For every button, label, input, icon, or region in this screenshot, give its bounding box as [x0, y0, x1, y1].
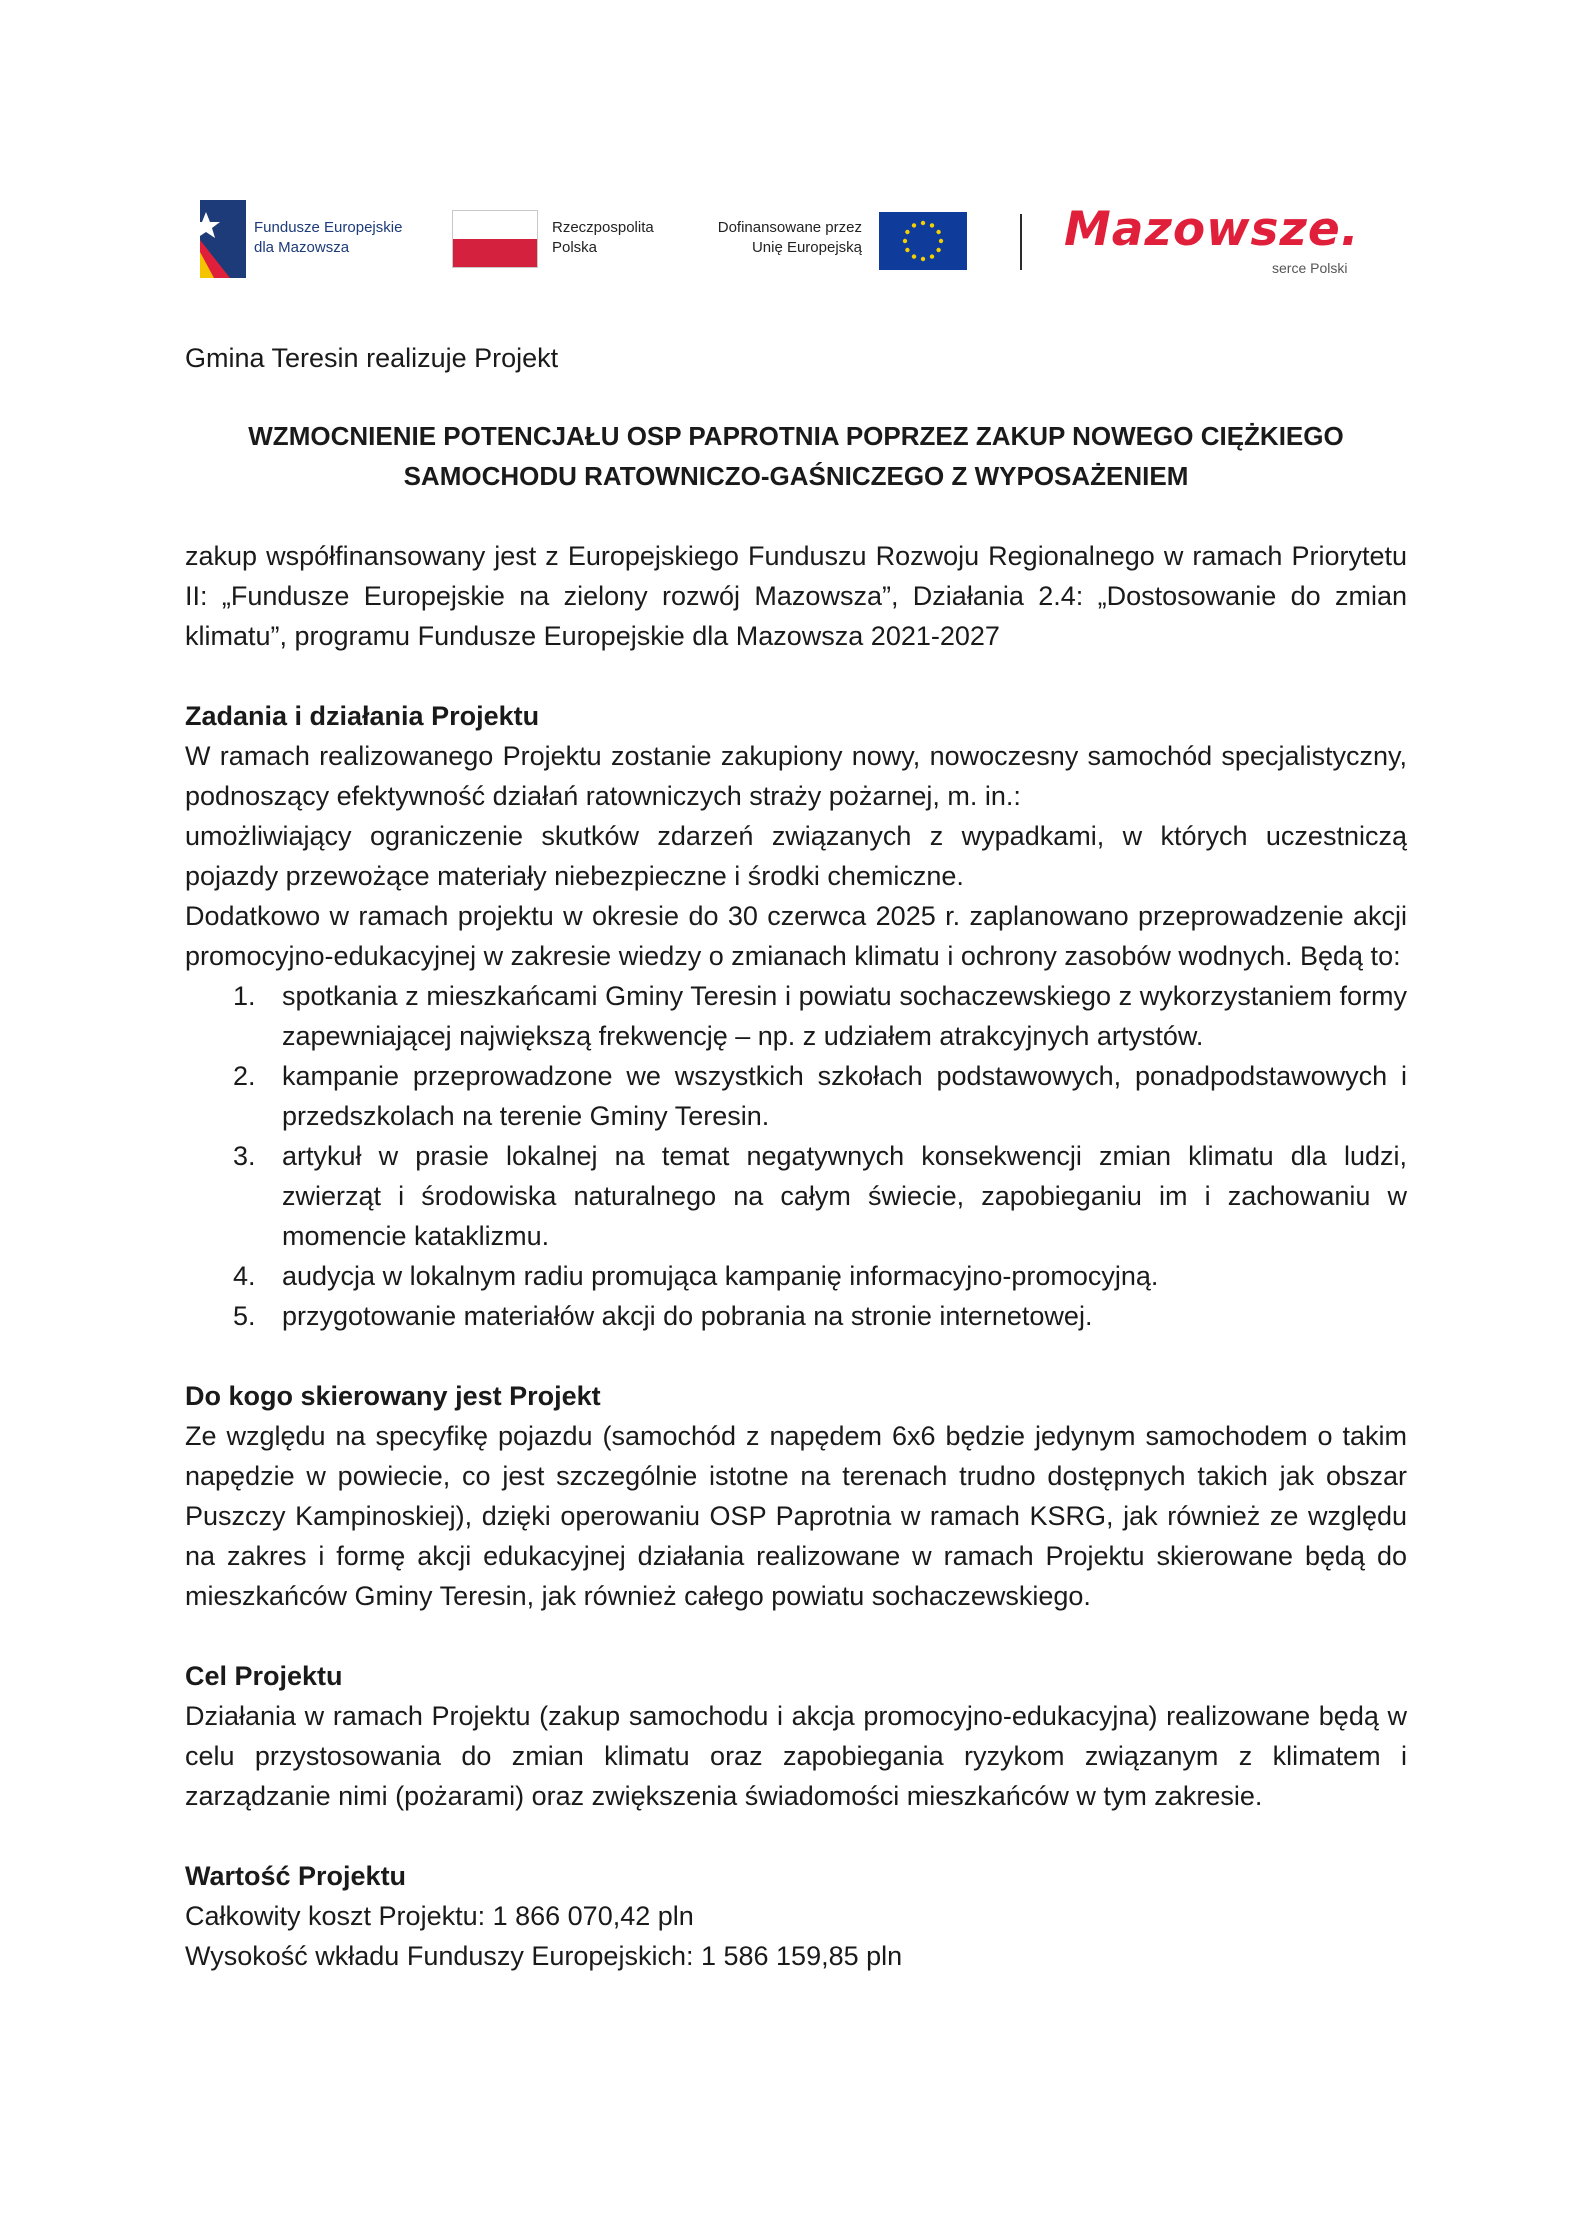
eu-star [903, 239, 907, 243]
fundusze-europejskie-text: Fundusze Europejskie dla Mazowsza [254, 219, 403, 256]
project-title [185, 416, 1407, 496]
tasks-paragraph-1: W ramach realizowanego Projektu zostanie zakupiony nowy, nowoczesny samochód specjalistyczny, podnoszący efektywność działań ratowniczych straży pożarnej, m. in.: [185, 741, 1407, 811]
eu-star [936, 248, 940, 252]
poland-flag [452, 210, 538, 268]
tasks-paragraph-3: Dodatkowo w ramach projektu w okresie do 30 czerwca 2025 r. zaplanowano przeprowadzenie akcji promocyjno-edukacyjnej w zakresie wiedzy o zmianach klimatu i ochrony zasobów wodnych. Będą to: [185, 901, 1407, 971]
funding-paragraph: zakup współfinansowany jest z Europejskiego Funduszu Rozwoju Regionalnego w ramach Priorytetu II: „Fundusze Europejskie na zielony rozwój Mazowsza”, Działania 2.4: „Dostosowanie do zmian klimatu”, programu Fundusze Europejskie dla Mazowsza 2021-2027 [185, 541, 1407, 651]
eu-contribution: Wysokość wkładu Funduszy Europejskich: 1 586 159,85 pln [185, 1941, 903, 1971]
mazowsze-logo: Mazowsze. [1064, 202, 1360, 257]
target-paragraph: Ze względu na specyfikę pojazdu (samochód z napędem 6x6 będzie jedynym samochodem o takim napędzie w powiecie, co jest szczególnie istotne na terenach trudno dostępnych takich jak obszar Puszczy Kampinoskiej), dzięki operowaniu OSP Paprotnia w ramach KSRG, jak również ze względu na zakres i formę akcji edukacyjnej działania realizowane w ramach Projektu skierowane będą do mieszkańców Gminy Teresin, jak również całego powiatu sochaczewskiego. [185, 1421, 1407, 1611]
list-item: 1. spotkania z mieszkańcami Gminy Teresin i powiatu sochaczewskiego z wykorzystaniem formy zapewniającej największą frekwencję – np. z udziałem atrakcyjnych artystów. [233, 981, 1407, 1051]
list-item: 2. kampanie przeprowadzone we wszystkich szkołach podstawowych, ponadpodstawowych i przedszkolach na terenie Gminy Teresin. [233, 1061, 1407, 1131]
eu-star [939, 239, 943, 243]
eu-star [921, 221, 925, 225]
rzeczpospolita-text: Rzeczpospolita Polska [552, 219, 654, 256]
eu-star [921, 257, 925, 261]
eu-star [912, 223, 916, 227]
project-title-line-2: SAMOCHODU RATOWNICZO-GAŚNICZEGO Z WYPOSAŻENIEM [403, 461, 1189, 491]
list-item: 3. artykuł w prasie lokalnej na temat negatywnych konsekwencji zmian klimatu dla ludzi, zwierząt i środowiska naturalnego na całym świecie, zapobieganiu im i zachowaniu w momencie kataklizmu. [233, 1141, 1407, 1251]
logo-bar [182, 182, 1404, 292]
list-item: 4. audycja w lokalnym radiu promująca kampanię informacyjno-promocyjną. [233, 1261, 1159, 1291]
fundusze-europejskie-logo [200, 200, 246, 278]
tasks-paragraph-2: umożliwiający ograniczenie skutków zdarzeń związanych z wypadkami, w których uczestniczą pojazdy przewożące materiały niebezpieczne i środki chemiczne. [185, 821, 1407, 891]
document-body [185, 338, 1407, 1976]
target-heading: Do kogo skierowany jest Projekt [185, 1381, 601, 1411]
eu-star [930, 223, 934, 227]
eu-star [912, 254, 916, 258]
eu-cofinanced-text: Dofinansowane przez Unię Europejską [717, 219, 862, 256]
eu-star [930, 254, 934, 258]
goal-heading: Cel Projektu [185, 1661, 343, 1691]
value-heading: Wartość Projektu [185, 1861, 407, 1891]
tasks-section [185, 696, 1407, 1336]
logo-divider [1020, 214, 1022, 270]
project-title-line-1: WZMOCNIENIE POTENCJAŁU OSP PAPROTNIA POPRZEZ ZAKUP NOWEGO CIĘŻKIEGO [248, 421, 1344, 451]
list-item: 5. przygotowanie materiałów akcji do pobrania na stronie internetowej. [233, 1301, 1093, 1331]
eu-flag [879, 212, 967, 270]
eu-star [905, 230, 909, 234]
eu-star [936, 230, 940, 234]
tasks-heading: Zadania i działania Projektu [185, 701, 540, 731]
total-cost: Całkowity koszt Projektu: 1 866 070,42 pln [185, 1901, 694, 1931]
mazowsze-tagline: serce Polski [1272, 260, 1348, 276]
value-section [185, 1856, 1407, 1976]
eu-star [905, 248, 909, 252]
goal-paragraph: Działania w ramach Projektu (zakup samochodu i akcja promocyjno-edukacyjna) realizowane będą w celu przystosowania do zmian klimatu oraz zapobiegania ryzykom związanym z klimatem i zarządzanie nimi (pożarami) oraz zwiększenia świadomości mieszkańców w tym zakresie. [185, 1701, 1407, 1811]
tasks-list [185, 976, 1407, 1336]
intro-line: Gmina Teresin realizuje Projekt [185, 343, 559, 373]
target-section [185, 1376, 1407, 1616]
goal-section [185, 1656, 1407, 1816]
